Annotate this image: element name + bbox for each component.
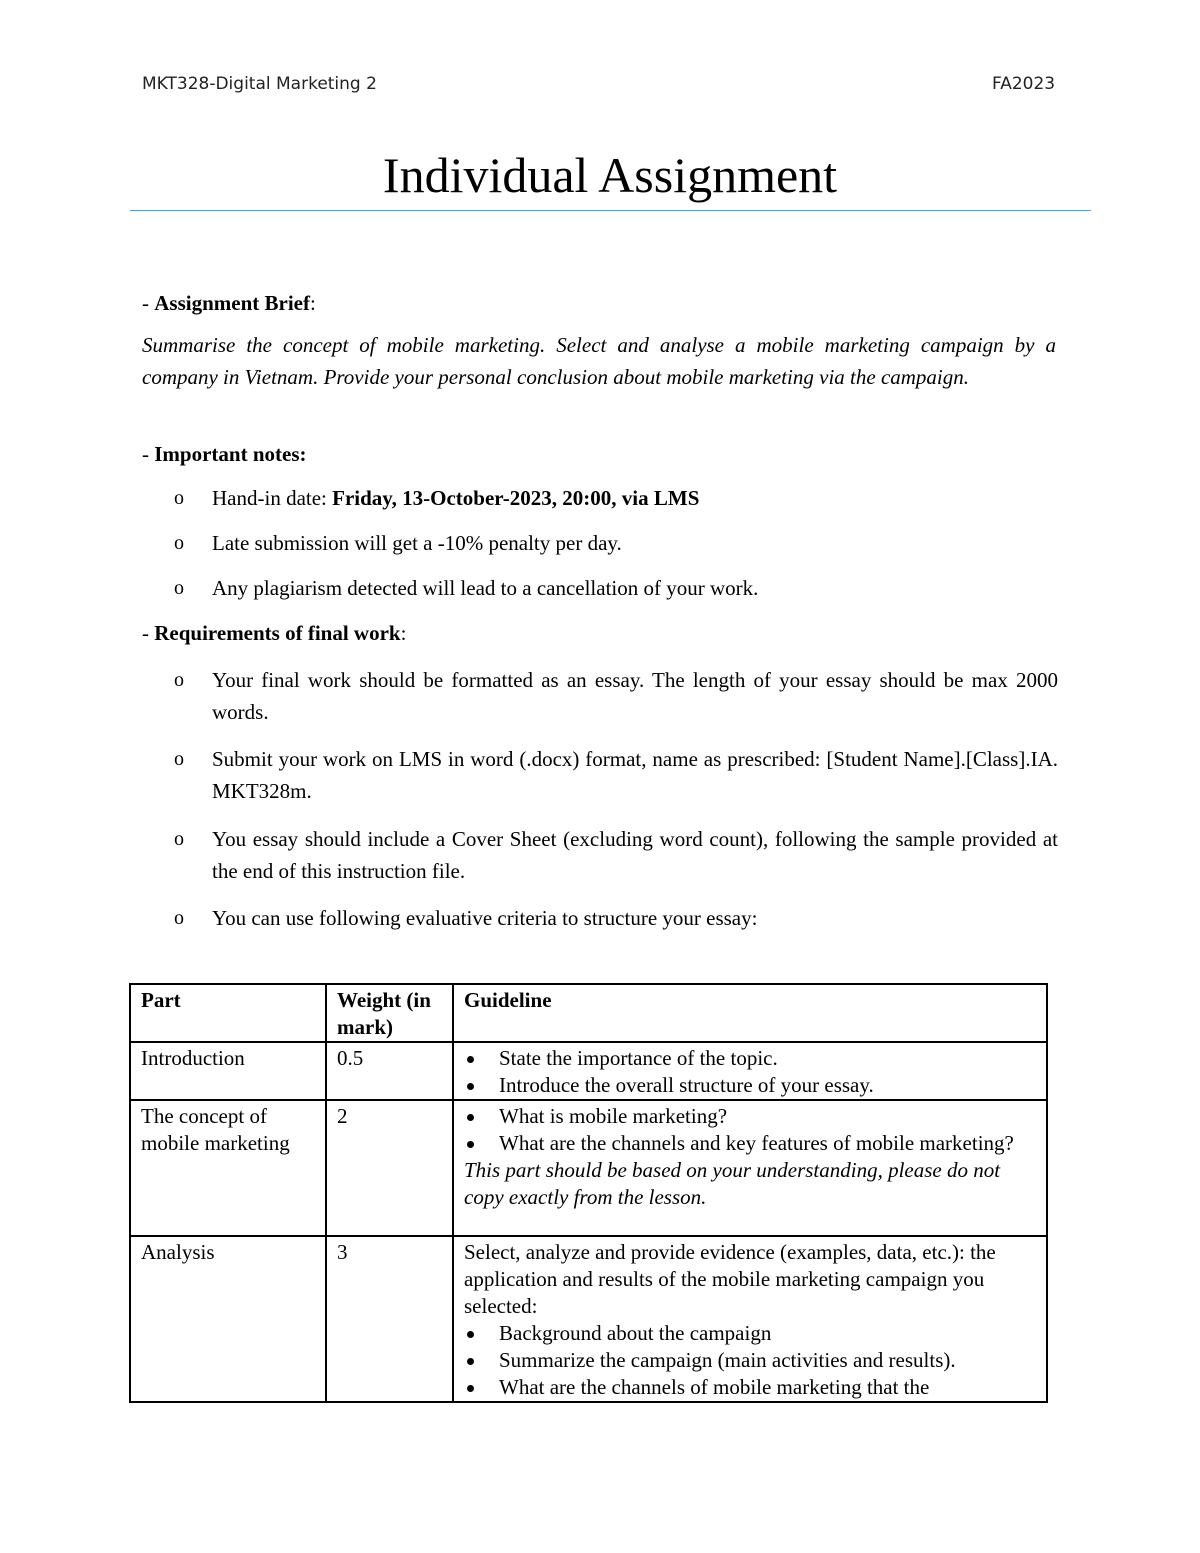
guideline-item	[464, 1103, 1036, 1130]
row-weight: 3	[326, 1236, 453, 1402]
row-part: Introduction	[130, 1042, 326, 1100]
term-header: FA2023	[992, 74, 1056, 94]
guideline-intro: Select, analyze and provide evidence (examples, data, etc.): the application and results of the mobile marketing campaign you selected:	[464, 1240, 996, 1318]
bullet-dot-icon	[467, 1141, 474, 1148]
guideline-text: Background about the campaign	[499, 1321, 772, 1345]
bullet-marker: o	[174, 577, 184, 599]
guideline-text: State the importance of the topic.	[499, 1046, 778, 1070]
guideline-list	[464, 1045, 1036, 1099]
row-part: The concept of mobile marketing	[130, 1100, 326, 1236]
table-row	[130, 1042, 1047, 1100]
guideline-text: What are the channels and key features of mobile marketing?	[499, 1131, 1014, 1155]
header-part: Part	[130, 984, 326, 1042]
requirement-essay-format: Your final work should be formatted as an essay. The length of your essay should be max 2000 words.	[212, 668, 1058, 724]
row-guideline	[453, 1236, 1047, 1402]
bullet-dot-icon	[467, 1358, 474, 1365]
guideline-text: What are the channels of mobile marketing that the	[499, 1375, 930, 1399]
note-plagiarism: Any plagiarism detected will lead to a cancellation of your work.	[212, 576, 759, 600]
hand-in-date: Friday, 13-October-2023, 20:00, via LMS	[332, 486, 700, 510]
brief-dash: -	[142, 291, 155, 315]
bullet-marker: o	[174, 669, 184, 691]
requirement-criteria: You can use following evaluative criteria to structure your essay:	[212, 906, 758, 930]
guideline-item	[464, 1045, 1036, 1072]
notes-heading	[142, 438, 307, 470]
requirement-cover-sheet: You essay should include a Cover Sheet (excluding word count), following the sample provided at the end of this instruction file.	[212, 827, 1058, 883]
brief-text: Summarise the concept of mobile marketing. Select and analyse a mobile marketing campaign by a company in Vietnam. Provide your personal conclusion about mobile marketing via the campaign.	[142, 333, 1056, 389]
bullet-dot-icon	[467, 1331, 474, 1338]
table-row	[130, 1236, 1047, 1402]
row-guideline	[453, 1042, 1047, 1100]
requirements-label: Requirements of final work	[154, 621, 401, 645]
row-weight: 0.5	[326, 1042, 453, 1100]
row-part: Analysis	[130, 1236, 326, 1402]
header-weight: Weight (in mark)	[326, 984, 453, 1042]
requirements-dash: -	[142, 621, 155, 645]
note-hand-in-date	[212, 482, 1058, 514]
hand-in-label: Hand-in date:	[212, 486, 333, 510]
bullet-marker: o	[174, 748, 184, 770]
course-header: MKT328-Digital Marketing 2	[142, 74, 377, 94]
guideline-text: Introduce the overall structure of your essay.	[499, 1073, 874, 1097]
page-title: Individual Assignment	[382, 147, 838, 203]
title-divider	[130, 210, 1091, 211]
brief-colon: :	[310, 291, 316, 315]
guideline-item	[464, 1374, 1036, 1401]
guideline-item	[464, 1320, 1036, 1347]
bullet-dot-icon	[467, 1114, 474, 1121]
guideline-note: This part should be based on your understanding, please do not copy exactly from the lesson.	[464, 1158, 1001, 1209]
bullet-dot-icon	[467, 1385, 474, 1392]
note-late-submission: Late submission will get a -10% penalty per day.	[212, 531, 622, 555]
bullet-marker: o	[174, 907, 184, 929]
requirement-submission: Submit your work on LMS in word (.docx) format, name as prescribed: [Student Name].[Class].IA. MKT328m.	[212, 747, 1058, 803]
table-header-row	[130, 984, 1047, 1042]
guideline-item	[464, 1072, 1036, 1099]
header-guideline: Guideline	[453, 984, 1047, 1042]
table-row	[130, 1100, 1047, 1236]
guideline-text: What is mobile marketing?	[499, 1104, 728, 1128]
criteria-table	[129, 983, 1048, 1403]
requirements-colon: :	[400, 621, 407, 645]
bullet-marker: o	[174, 828, 184, 850]
row-weight: 2	[326, 1100, 453, 1236]
brief-label: Assignment Brief	[154, 291, 310, 315]
bullet-marker: o	[174, 532, 184, 554]
notes-dash: -	[142, 442, 155, 466]
guideline-text: Summarize the campaign (main activities and results).	[499, 1348, 956, 1372]
notes-label: Important notes:	[154, 442, 307, 466]
brief-heading	[142, 287, 316, 319]
bullet-dot-icon	[467, 1056, 474, 1063]
requirements-heading	[142, 617, 406, 649]
guideline-list	[464, 1103, 1036, 1157]
guideline-item	[464, 1130, 1036, 1157]
bullet-marker: o	[174, 487, 184, 509]
guideline-list	[464, 1320, 1036, 1401]
guideline-item	[464, 1347, 1036, 1374]
bullet-dot-icon	[467, 1083, 474, 1090]
row-guideline	[453, 1100, 1047, 1236]
